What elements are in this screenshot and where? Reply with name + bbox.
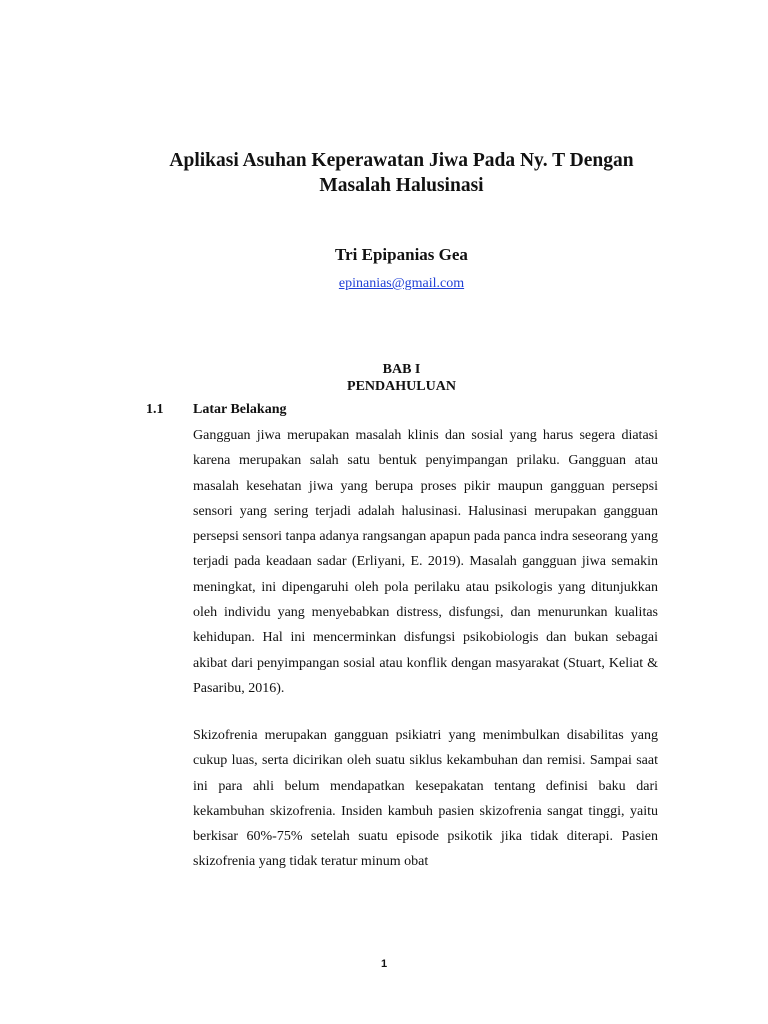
body-paragraph-2: Skizofrenia merupakan gangguan psikiatri yang menimbulkan disabilitas yang cukup luas, serta dicirikan oleh suatu siklus kekambuhan dan remisi. Sampai saat ini para ahli belum mendapatkan kesepakatan tentang definisi baku dari kekambuhan skizofrenia. Insiden kambuh pasien skizofrenia sangat tinggi, yaitu berkisar 60%-75% setelah suatu episode psikotik jika tidak diterapi. Pasien skizofrenia yang tidak teratur minum obat (193, 728, 658, 870)
author-email (100, 275, 703, 293)
section-number: 1.1 (146, 402, 164, 417)
body-paragraph-1: Gangguan jiwa merupakan masalah klinis dan sosial yang harus segera diatasi karena merupakan salah satu bentuk penyimpangan prilaku. Gangguan atau masalah kesehatan jiwa yang berupa proses pikir maupun gangguan persepsi sensori yang sering terjadi adalah halusinasi. Halusinasi merupakan gangguan persepsi sensori tanpa adanya rangsangan apapun pada panca indra seseorang yang terjadi pada keadaan sadar (Erliyani, E. 2019). Masalah gangguan jiwa semakin meningkat, ini dipengaruhi oleh pola perilaku atau psikologis yang ditunjukkan oleh individu yang menyebabkan distress, disfungsi, dan menurunkan kualitas kehidupan. Hal ini mencerminkan disfungsi psikobiologis dan bukan sebagai akibat dari penyimpangan sosial atau konflik dengan masyarakat (Stuart, Keliat & Pasaribu, 2016). (193, 428, 658, 696)
page-number: 1 (380, 958, 388, 970)
paper-title (100, 148, 703, 198)
author-email-link[interactable]: epinanias@gmail.com (338, 276, 465, 291)
chapter-title: PENDAHULUAN (347, 379, 456, 394)
paper-title-line-2: Masalah Halusinasi (319, 175, 484, 196)
chapter-number: BAB I (382, 362, 421, 377)
section-title: Latar Belakang (193, 402, 287, 417)
chapter-heading (100, 361, 703, 395)
author-name: Tri Epipanias Gea (335, 245, 468, 264)
paper-title-line-1: Aplikasi Asuhan Keperawatan Jiwa Pada Ny. T Dengan (169, 150, 634, 171)
